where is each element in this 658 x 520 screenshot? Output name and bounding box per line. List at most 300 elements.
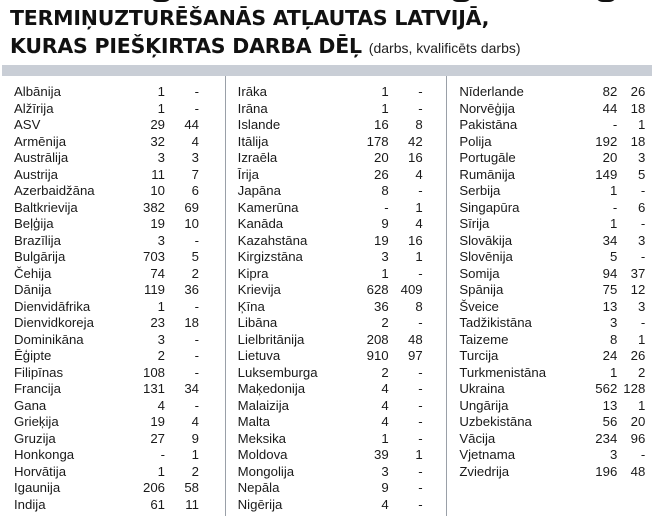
country-cell: Vācija	[459, 430, 496, 446]
work-count-cell: 32	[150, 133, 165, 149]
country-cell: Malaizija	[237, 397, 289, 413]
table-row	[447, 200, 652, 217]
country-cell: Mongolija	[237, 463, 295, 479]
work-count-cell: 94	[602, 265, 618, 281]
work-count-cell: 703	[142, 249, 165, 264]
work-count-cell: 196	[595, 463, 618, 479]
table-row	[2, 101, 225, 118]
title-line-2-text: KURAS PIEŠĶIRTAS DARBA DĒĻ	[10, 34, 362, 58]
country-cell: Šveice	[459, 298, 499, 314]
qualified-work-count-cell: -	[194, 100, 199, 116]
qualified-work-count-cell: -	[640, 315, 646, 330]
qualified-work-count-cell: -	[194, 331, 199, 347]
work-count-cell: 178	[366, 133, 389, 149]
work-count-cell: 11	[151, 166, 165, 182]
table-row	[2, 183, 225, 200]
table-row	[226, 249, 447, 266]
table-row	[2, 216, 225, 233]
country-cell: Norvēģija	[459, 100, 516, 116]
qualified-work-count-cell: -	[194, 298, 199, 314]
work-count-cell: 8	[381, 183, 389, 198]
qualified-work-count-cell: 2	[637, 364, 646, 380]
country-cell: Bulgārija	[14, 249, 66, 264]
table-row	[2, 233, 225, 250]
table-row	[447, 233, 652, 250]
country-cell: Albānija	[14, 84, 61, 99]
qualified-work-count-cell: -	[194, 364, 199, 380]
qualified-work-count-cell: 9	[191, 430, 199, 446]
work-count-cell: 23	[150, 315, 165, 330]
work-count-cell: 9	[381, 216, 389, 231]
country-cell: Austrija	[14, 166, 58, 182]
table-row	[226, 431, 447, 448]
table-row	[447, 167, 652, 184]
qualified-work-count-cell: 2	[191, 265, 199, 281]
qualified-work-count-cell: 1	[415, 199, 423, 215]
country-cell: Irāna	[237, 100, 268, 116]
work-count-cell: 44	[602, 100, 618, 116]
work-count-cell: 3	[609, 315, 618, 330]
table-row	[226, 332, 447, 349]
country-cell: Moldova	[237, 447, 288, 462]
table-row	[2, 365, 225, 382]
table-row	[2, 398, 225, 415]
qualified-work-count-cell: 6	[637, 199, 646, 215]
country-cell: Indija	[14, 496, 46, 512]
qualified-work-count-cell: -	[418, 265, 423, 281]
work-count-cell: 1	[609, 216, 618, 231]
work-count-cell: 4	[381, 414, 389, 429]
work-count-cell: 1	[157, 463, 165, 479]
work-count-cell: 192	[595, 133, 618, 149]
qualified-work-count-cell: -	[418, 414, 423, 429]
table-row	[226, 447, 447, 464]
table-row	[226, 348, 447, 365]
qualified-work-count-cell: 5	[637, 166, 646, 182]
country-cell: Filipīnas	[14, 364, 64, 380]
country-cell: Luksemburga	[237, 364, 318, 380]
country-cell: Ungārija	[459, 397, 509, 413]
table-row	[226, 315, 447, 332]
title-subtitle: (darbs, kvalificēts darbs)	[368, 40, 521, 56]
qualified-work-count-cell: 34	[184, 381, 199, 396]
table-row	[226, 183, 447, 200]
work-count-cell: 3	[381, 249, 389, 264]
table-row	[2, 464, 225, 481]
qualified-work-count-cell: 5	[191, 249, 199, 264]
work-count-cell: 562	[595, 381, 618, 396]
qualified-work-count-cell: 18	[630, 133, 646, 149]
qualified-work-count-cell: 3	[637, 298, 646, 314]
table-row	[447, 299, 652, 316]
title-line-1: TERMIŅUZTURĒŠANĀS ATĻAUTAS LATVIJĀ,	[10, 6, 490, 30]
table-row	[226, 381, 447, 398]
work-count-cell: 1	[609, 183, 618, 198]
work-count-cell: 82	[602, 84, 618, 99]
qualified-work-count-cell: -	[640, 183, 646, 198]
country-cell: Alžīrija	[14, 100, 54, 116]
country-cell: Armēnija	[14, 133, 67, 149]
country-cell: Azerbaidžāna	[14, 183, 95, 198]
qualified-work-count-cell: 4	[415, 166, 423, 182]
work-count-cell: 206	[142, 480, 165, 495]
table-row	[2, 414, 225, 431]
qualified-work-count-cell: 8	[415, 117, 423, 132]
qualified-work-count-cell: 4	[415, 216, 423, 231]
qualified-work-count-cell: 20	[630, 414, 646, 429]
work-count-cell: 3	[381, 463, 389, 479]
country-cell: Zviedrija	[459, 463, 510, 479]
table-row	[447, 84, 652, 101]
work-count-cell: 208	[366, 331, 389, 347]
work-count-cell: 628	[366, 282, 389, 297]
country-cell: Spānija	[459, 282, 504, 297]
qualified-work-count-cell: -	[418, 315, 423, 330]
table-row	[226, 414, 447, 431]
work-count-cell: -	[612, 117, 618, 132]
country-cell: Portugāle	[459, 150, 516, 165]
qualified-work-count-cell: -	[418, 463, 423, 479]
qualified-work-count-cell: 3	[191, 150, 199, 165]
country-cell: Pakistāna	[459, 117, 518, 132]
country-cell: Kamerūna	[237, 199, 299, 215]
title-line-2	[10, 32, 650, 62]
table-row	[447, 398, 652, 415]
qualified-work-count-cell: 1	[637, 397, 646, 413]
qualified-work-count-cell: 11	[185, 496, 199, 512]
table-row	[2, 117, 225, 134]
country-cell: Vjetnama	[459, 447, 516, 462]
country-cell: Ēģipte	[14, 348, 52, 363]
work-count-cell: 20	[602, 150, 618, 165]
table-row	[447, 464, 652, 481]
work-count-cell: 3	[609, 447, 618, 462]
country-cell: Grieķija	[14, 414, 59, 429]
work-count-cell: 1	[381, 100, 389, 116]
country-cell: Brazīlija	[14, 232, 61, 248]
country-cell: Lielbritānija	[237, 331, 305, 347]
qualified-work-count-cell: 7	[191, 166, 199, 182]
work-count-cell: 1	[157, 100, 165, 116]
country-cell: Baltkrievija	[14, 199, 78, 215]
table-column-3	[446, 76, 652, 516]
country-cell: ASV	[14, 117, 41, 132]
qualified-work-count-cell: 26	[630, 84, 646, 99]
work-count-cell: 149	[595, 166, 618, 182]
work-count-cell: 61	[150, 496, 165, 512]
table-row	[226, 299, 447, 316]
table-row	[2, 381, 225, 398]
table-row	[226, 167, 447, 184]
table-row	[2, 431, 225, 448]
work-count-cell: 56	[602, 414, 618, 429]
country-cell: Dienvidkoreja	[14, 315, 94, 330]
table-row	[2, 480, 225, 497]
work-count-cell: 4	[381, 496, 389, 512]
work-count-cell: 13	[602, 298, 618, 314]
work-count-cell: 8	[609, 331, 618, 347]
table-row	[447, 216, 652, 233]
qualified-work-count-cell: 97	[407, 348, 423, 363]
work-count-cell: 10	[150, 183, 165, 198]
country-cell: Somija	[459, 265, 500, 281]
work-count-cell: 234	[595, 430, 618, 446]
work-count-cell: 131	[142, 381, 165, 396]
table-row	[2, 200, 225, 217]
table-row	[226, 398, 447, 415]
country-cell: Krievija	[237, 282, 281, 297]
country-cell: Francija	[14, 381, 61, 396]
table-row	[226, 282, 447, 299]
qualified-work-count-cell: -	[194, 348, 199, 363]
table-row	[226, 480, 447, 497]
work-count-cell: 34	[602, 232, 618, 248]
qualified-work-count-cell: 1	[415, 447, 423, 462]
work-count-cell: 75	[602, 282, 618, 297]
country-cell: Turkmenistāna	[459, 364, 547, 380]
qualified-work-count-cell: -	[418, 397, 423, 413]
table-row	[447, 101, 652, 118]
qualified-work-count-cell: -	[418, 100, 423, 116]
table-row	[226, 216, 447, 233]
qualified-work-count-cell: 3	[637, 150, 646, 165]
table-row	[447, 431, 652, 448]
country-cell: Malta	[237, 414, 270, 429]
country-cell: Īrija	[237, 166, 259, 182]
country-cell: Slovākija	[459, 232, 513, 248]
country-cell: Nigērija	[237, 496, 283, 512]
country-cell: Tadžikistāna	[459, 315, 532, 330]
work-count-cell: 382	[142, 199, 165, 215]
qualified-work-count-cell: 18	[184, 315, 199, 330]
qualified-work-count-cell: 128	[623, 381, 646, 396]
country-cell: Čehija	[14, 265, 52, 281]
country-cell: Irāka	[237, 84, 267, 99]
qualified-work-count-cell: 10	[184, 216, 199, 231]
table-row	[226, 84, 447, 101]
work-count-cell: 1	[381, 430, 389, 446]
work-count-cell: 2	[381, 364, 389, 380]
table-row	[447, 134, 652, 151]
qualified-work-count-cell: 36	[184, 282, 199, 297]
work-count-cell: 1	[157, 84, 165, 99]
table-row	[226, 101, 447, 118]
table-row	[2, 249, 225, 266]
work-count-cell: 2	[381, 315, 389, 330]
country-cell: Meksika	[237, 430, 287, 446]
qualified-work-count-cell: 1	[191, 447, 199, 462]
country-cell: Beļģija	[14, 216, 54, 231]
qualified-work-count-cell: 44	[184, 117, 199, 132]
country-cell: Dominikāna	[14, 331, 84, 347]
header	[10, 4, 650, 62]
country-cell: Nepāla	[237, 480, 280, 495]
qualified-work-count-cell: 1	[637, 117, 646, 132]
country-cell: Dānija	[14, 282, 52, 297]
table-row	[226, 150, 447, 167]
qualified-work-count-cell: -	[418, 496, 423, 512]
country-cell: Uzbekistāna	[459, 414, 532, 429]
work-count-cell: 74	[150, 265, 165, 281]
permits-table	[2, 76, 652, 516]
qualified-work-count-cell: 2	[191, 463, 199, 479]
work-count-cell: 39	[373, 447, 389, 462]
country-cell: Ķīna	[237, 298, 265, 314]
country-cell: Nīderlande	[459, 84, 524, 99]
table-row	[2, 497, 225, 514]
table-row	[447, 447, 652, 464]
work-count-cell: 4	[381, 397, 389, 413]
qualified-work-count-cell: -	[194, 84, 199, 99]
table-row	[447, 332, 652, 349]
qualified-work-count-cell: 1	[637, 331, 646, 347]
qualified-work-count-cell: 6	[191, 183, 199, 198]
work-count-cell: 1	[381, 84, 389, 99]
qualified-work-count-cell: -	[418, 430, 423, 446]
table-row	[2, 282, 225, 299]
country-cell: Serbija	[459, 183, 501, 198]
qualified-work-count-cell: 69	[184, 199, 199, 215]
country-cell: Kanāda	[237, 216, 284, 231]
table-row	[2, 348, 225, 365]
table-row	[447, 315, 652, 332]
country-cell: Horvātija	[14, 463, 67, 479]
work-count-cell: -	[384, 199, 389, 215]
table-row	[447, 414, 652, 431]
work-count-cell: 27	[150, 430, 165, 446]
qualified-work-count-cell: -	[640, 216, 646, 231]
qualified-work-count-cell: 4	[191, 133, 199, 149]
work-count-cell: 36	[373, 298, 389, 314]
work-count-cell: 26	[373, 166, 389, 182]
qualified-work-count-cell: 16	[407, 232, 423, 248]
work-count-cell: 1	[381, 265, 389, 281]
work-count-cell: 20	[373, 150, 389, 165]
country-cell: Turcija	[459, 348, 499, 363]
table-row	[447, 348, 652, 365]
table-row	[226, 134, 447, 151]
table-row	[226, 200, 447, 217]
qualified-work-count-cell: -	[640, 447, 646, 462]
qualified-work-count-cell: -	[418, 480, 423, 495]
country-cell: Japāna	[237, 183, 281, 198]
table-row	[447, 365, 652, 382]
table-row	[2, 447, 225, 464]
work-count-cell: -	[612, 199, 618, 215]
work-count-cell: 1	[157, 298, 165, 314]
table-row	[447, 266, 652, 283]
country-cell: Lietuva	[237, 348, 281, 363]
table-row	[2, 315, 225, 332]
country-cell: Islande	[237, 117, 281, 132]
work-count-cell: 13	[602, 397, 618, 413]
qualified-work-count-cell: -	[640, 249, 646, 264]
table-row	[226, 266, 447, 283]
country-cell: Gruzija	[14, 430, 56, 446]
table-column-2	[225, 76, 447, 516]
country-cell: Sīrija	[459, 216, 490, 231]
table-row	[226, 497, 447, 514]
work-count-cell: 5	[609, 249, 618, 264]
work-count-cell: 910	[366, 348, 389, 363]
country-cell: Izraēla	[237, 150, 278, 165]
work-count-cell: 4	[381, 381, 389, 396]
qualified-work-count-cell: 4	[191, 414, 199, 429]
table-row	[2, 167, 225, 184]
qualified-work-count-cell: 48	[630, 463, 646, 479]
qualified-work-count-cell: -	[194, 232, 199, 248]
work-count-cell: 19	[150, 414, 165, 429]
qualified-work-count-cell: 18	[630, 100, 646, 116]
work-count-cell: -	[160, 447, 165, 462]
country-cell: Kirgizstāna	[237, 249, 303, 264]
table-row	[2, 134, 225, 151]
table-row	[2, 266, 225, 283]
work-count-cell: 3	[157, 232, 165, 248]
qualified-work-count-cell: -	[418, 364, 423, 380]
work-count-cell: 24	[602, 348, 618, 363]
work-count-cell: 2	[157, 348, 165, 363]
table-row	[226, 365, 447, 382]
table-row	[2, 150, 225, 167]
header-bar	[2, 65, 652, 76]
qualified-work-count-cell: 26	[630, 348, 646, 363]
table-row	[447, 249, 652, 266]
work-count-cell: 19	[150, 216, 165, 231]
qualified-work-count-cell: -	[418, 183, 423, 198]
table-row	[447, 282, 652, 299]
qualified-work-count-cell: 42	[407, 133, 423, 149]
table-row	[2, 332, 225, 349]
qualified-work-count-cell: -	[418, 381, 423, 396]
qualified-work-count-cell: 12	[630, 282, 646, 297]
work-count-cell: 3	[157, 331, 165, 347]
qualified-work-count-cell: 409	[400, 282, 423, 297]
table-row	[447, 183, 652, 200]
qualified-work-count-cell: -	[194, 397, 199, 413]
qualified-work-count-cell: 37	[630, 265, 646, 281]
country-cell: Taizeme	[459, 331, 509, 347]
country-cell: Igaunija	[14, 480, 61, 495]
country-cell: Kipra	[237, 265, 269, 281]
qualified-work-count-cell: 8	[415, 298, 423, 314]
work-count-cell: 108	[142, 364, 165, 380]
qualified-work-count-cell: 16	[407, 150, 423, 165]
table-column-1	[2, 76, 225, 516]
work-count-cell: 3	[157, 150, 165, 165]
work-count-cell: 29	[150, 117, 165, 132]
country-cell: Maķedonija	[237, 381, 306, 396]
table-row	[2, 84, 225, 101]
table-row	[447, 150, 652, 167]
country-cell: Austrālija	[14, 150, 69, 165]
qualified-work-count-cell: 3	[637, 232, 646, 248]
country-cell: Rumānija	[459, 166, 516, 182]
work-count-cell: 119	[143, 282, 165, 297]
country-cell: Honkonga	[14, 447, 75, 462]
country-cell: Ukraina	[459, 381, 505, 396]
table-row	[226, 464, 447, 481]
country-cell: Itālija	[237, 133, 269, 149]
table-row	[447, 381, 652, 398]
qualified-work-count-cell: 1	[415, 249, 423, 264]
table-row	[226, 233, 447, 250]
qualified-work-count-cell: 48	[407, 331, 423, 347]
qualified-work-count-cell: 96	[630, 430, 646, 446]
table-row	[447, 117, 652, 134]
country-cell: Kazahstāna	[237, 232, 308, 248]
qualified-work-count-cell: 58	[184, 480, 199, 495]
